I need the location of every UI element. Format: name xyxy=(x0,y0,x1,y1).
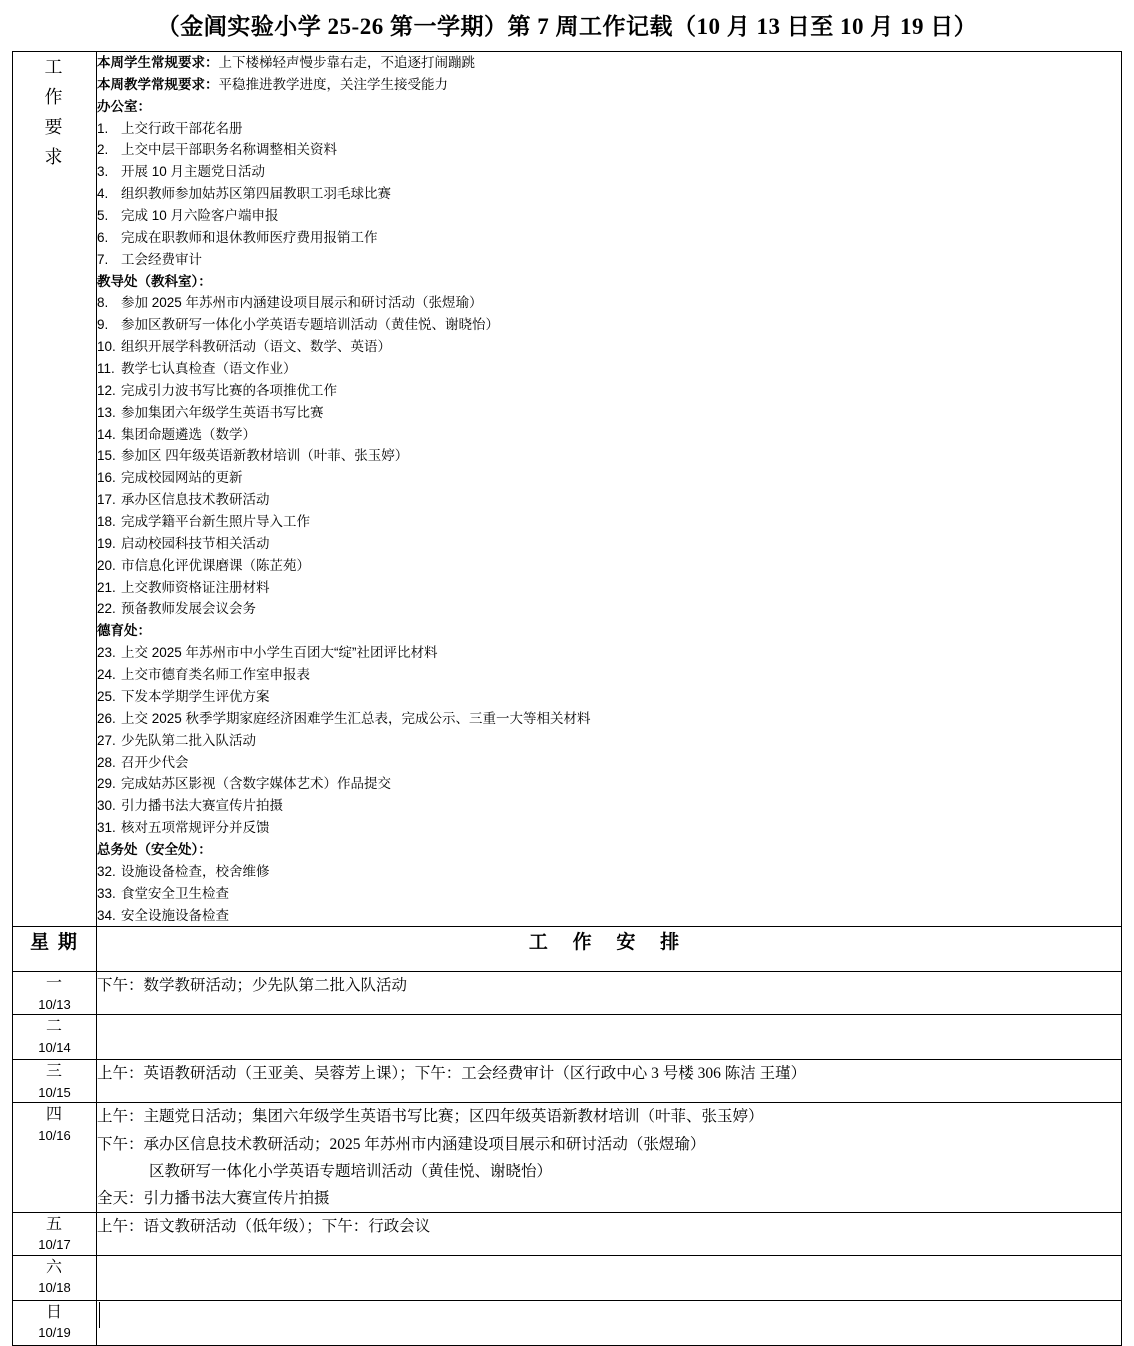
requirement-line xyxy=(97,161,1121,183)
requirement-number: 3. xyxy=(97,164,109,180)
requirement-number: 1. xyxy=(97,120,109,136)
requirements-row xyxy=(13,52,1122,927)
requirement-line xyxy=(97,314,1121,336)
requirement-line xyxy=(97,708,1121,730)
requirement-number: 12. xyxy=(97,382,116,398)
requirement-line xyxy=(97,752,1121,774)
requirement-text: 启动校园科技节相关活动 xyxy=(121,535,270,551)
requirement-text: 参加区教研写一体化小学英语专题培训活动（黄佳悦、谢晓怡） xyxy=(121,317,499,333)
schedule-day-label xyxy=(13,1060,97,1103)
requirement-heading: 本周学生常规要求： xyxy=(97,55,219,70)
schedule-plan-line: 上午：主题党日活动；集团六年级学生英语书写比赛；区四年级英语新教材培训（叶菲、张玉婷） xyxy=(97,1108,764,1126)
requirement-number: 6. xyxy=(97,229,109,245)
requirement-heading: 本周教学常规要求： xyxy=(97,76,219,92)
weekday-name: 六 xyxy=(45,1258,63,1276)
requirement-line xyxy=(97,664,1121,686)
requirement-text: 完成姑苏区影视（含数字媒体艺术）作品提交 xyxy=(121,776,391,792)
requirement-line xyxy=(97,817,1121,839)
requirement-line xyxy=(97,139,1121,161)
requirement-text: 集团命题遴选（数学） xyxy=(121,426,256,442)
requirement-number: 28. xyxy=(97,754,116,770)
schedule-plan-line: 全天：引力播书法大赛宣传片拍摄 xyxy=(97,1189,330,1207)
requirement-number: 10. xyxy=(97,339,116,355)
requirement-text: 开展 10 月主题党日活动 xyxy=(121,164,266,180)
requirement-line xyxy=(97,402,1121,424)
schedule-plan-header: 工 作 安 排 xyxy=(97,927,1122,972)
schedule-row xyxy=(13,972,1122,1015)
requirement-number: 4. xyxy=(97,186,109,202)
work-record-table xyxy=(12,51,1122,1346)
schedule-plan-line: 上午：语文教研活动（低年级）；下午：行政会议 xyxy=(97,1217,431,1235)
requirement-text: 参加 2025 年苏州市内涵建设项目展示和研讨活动（张煜瑜） xyxy=(121,295,483,311)
requirement-number: 7. xyxy=(97,251,109,267)
requirements-label-char-3: 要 xyxy=(44,117,65,137)
requirement-line xyxy=(97,489,1121,511)
requirement-heading: 教导处（教科室）： xyxy=(97,273,212,289)
schedule-plan-cell[interactable] xyxy=(97,1060,1122,1103)
requirement-text: 安全设施设备检查 xyxy=(121,907,229,923)
requirement-text: 组织教师参加姑苏区第四届教职工羽毛球比赛 xyxy=(121,186,391,202)
page-title: （金阊实验小学 25-26 第一学期）第 7 周工作记载（10 月 13 日至 10 月 19 日） xyxy=(156,14,978,39)
requirement-line xyxy=(97,861,1121,883)
requirement-line xyxy=(97,445,1121,467)
schedule-row xyxy=(13,1060,1122,1103)
schedule-row xyxy=(13,1103,1122,1213)
requirement-heading: 总务处（安全处）： xyxy=(97,841,212,857)
requirement-line xyxy=(97,533,1121,555)
requirement-text: 完成学籍平台新生照片导入工作 xyxy=(121,514,310,530)
requirement-line xyxy=(97,96,1121,118)
requirement-line xyxy=(97,883,1121,905)
schedule-plan-cell[interactable] xyxy=(97,1300,1122,1345)
requirement-line xyxy=(97,467,1121,489)
schedule-day-label xyxy=(13,972,97,1015)
requirement-number: 13. xyxy=(97,404,116,420)
schedule-plan-cell[interactable] xyxy=(97,972,1122,1015)
requirement-number: 18. xyxy=(97,514,116,530)
weekday-date: 10/16 xyxy=(38,1127,71,1143)
requirement-text: 平稳推进教学进度，关注学生接受能力 xyxy=(218,76,448,92)
requirement-line xyxy=(97,620,1121,642)
weekday-date: 10/13 xyxy=(38,996,71,1012)
text-cursor xyxy=(99,1302,100,1328)
requirement-number: 19. xyxy=(97,535,116,551)
requirement-number: 30. xyxy=(97,798,116,814)
weekday-date: 10/19 xyxy=(38,1325,71,1341)
requirement-line xyxy=(97,905,1121,927)
weekday-name: 五 xyxy=(45,1215,63,1233)
schedule-plan-cell[interactable] xyxy=(97,1103,1122,1213)
requirement-text: 上下楼梯轻声慢步靠右走，不追逐打闹蹦跳 xyxy=(218,55,475,70)
requirement-number: 14. xyxy=(97,426,116,442)
requirement-text: 完成引力波书写比赛的各项推优工作 xyxy=(121,382,337,398)
requirement-line xyxy=(97,577,1121,599)
requirement-line xyxy=(97,358,1121,380)
requirement-line xyxy=(97,511,1121,533)
requirement-line xyxy=(97,642,1121,664)
schedule-day-label xyxy=(13,1212,97,1255)
schedule-plan-cell[interactable] xyxy=(97,1015,1122,1060)
requirements-content xyxy=(97,52,1122,927)
requirement-number: 2. xyxy=(97,142,109,158)
requirement-number: 27. xyxy=(97,732,116,748)
requirement-text: 上交市德育类名师工作室申报表 xyxy=(121,667,310,683)
requirement-line xyxy=(97,183,1121,205)
requirements-list xyxy=(97,52,1121,926)
requirement-text: 参加集团六年级学生英语书写比赛 xyxy=(121,404,324,420)
requirement-text: 上交中层干部职务名称调整相关资料 xyxy=(121,142,337,158)
requirement-text: 召开少代会 xyxy=(121,754,189,770)
requirement-line xyxy=(97,52,1121,74)
requirement-number: 33. xyxy=(97,885,116,901)
requirement-line xyxy=(97,795,1121,817)
requirement-line xyxy=(97,380,1121,402)
requirement-line xyxy=(97,730,1121,752)
requirement-text: 下发本学期学生评优方案 xyxy=(121,688,270,704)
schedule-day-label xyxy=(13,1255,97,1300)
requirement-number: 22. xyxy=(97,601,116,617)
schedule-plan-line: 上午：英语教研活动（王亚美、吴蓉芳上课）；下午：工会经费审计（区行政中心 3 号楼 306 陈洁 王瑾） xyxy=(97,1065,807,1083)
requirement-line xyxy=(97,249,1121,271)
schedule-day-label xyxy=(13,1015,97,1060)
requirement-number: 8. xyxy=(97,295,109,311)
requirement-line xyxy=(97,227,1121,249)
requirement-number: 25. xyxy=(97,688,116,704)
requirement-line xyxy=(97,839,1121,861)
requirement-number: 24. xyxy=(97,667,116,683)
requirement-line xyxy=(97,118,1121,140)
requirement-line xyxy=(97,686,1121,708)
requirement-number: 32. xyxy=(97,863,116,879)
requirement-number: 15. xyxy=(97,448,116,464)
requirement-heading: 办公室： xyxy=(97,98,151,114)
requirement-number: 34. xyxy=(97,907,116,923)
requirement-text: 上交行政干部花名册 xyxy=(121,120,243,136)
requirements-label-char-4: 求 xyxy=(44,147,65,167)
requirement-text: 设施设备检查，校舍维修 xyxy=(121,863,270,879)
requirements-label-char-2: 作 xyxy=(44,87,65,107)
schedule-plan-line: 下午：承办区信息技术教研活动；2025 年苏州市内涵建设项目展示和研讨活动（张煜瑜） xyxy=(97,1135,706,1153)
requirement-number: 16. xyxy=(97,470,116,486)
requirement-text: 核对五项常规评分并反馈 xyxy=(121,820,270,836)
requirement-line xyxy=(97,773,1121,795)
requirement-text: 承办区信息技术教研活动 xyxy=(121,492,270,508)
requirement-text: 工会经费审计 xyxy=(121,251,202,267)
requirement-number: 23. xyxy=(97,645,116,661)
schedule-plan-cell[interactable] xyxy=(97,1255,1122,1300)
requirement-text: 上交 2025 秋季学期家庭经济困难学生汇总表，完成公示、三重一大等相关材料 xyxy=(121,710,591,726)
requirement-number: 17. xyxy=(97,492,116,508)
schedule-row xyxy=(13,1255,1122,1300)
weekday-date: 10/18 xyxy=(38,1280,71,1296)
requirement-text: 少先队第二批入队活动 xyxy=(121,732,256,748)
requirement-text: 预备教师发展会议会务 xyxy=(121,601,256,617)
weekday-date: 10/17 xyxy=(38,1237,71,1253)
requirement-text: 参加区 四年级英语新教材培训（叶菲、张玉婷） xyxy=(121,448,409,464)
requirement-text: 上交 2025 年苏州市中小学生百团大“绽”社团评比材料 xyxy=(121,645,438,661)
requirement-text: 引力播书法大赛宣传片拍摄 xyxy=(121,798,283,814)
weekday-name: 三 xyxy=(45,1063,63,1081)
requirement-text: 完成 10 月六险客户端申报 xyxy=(121,208,279,224)
requirement-number: 20. xyxy=(97,557,116,573)
requirement-number: 11. xyxy=(97,361,115,377)
requirement-line xyxy=(97,424,1121,446)
weekday-name: 二 xyxy=(45,1018,63,1036)
weekday-name: 一 xyxy=(45,975,63,993)
schedule-day-label xyxy=(13,1103,97,1213)
requirement-text: 完成在职教师和退休教师医疗费用报销工作 xyxy=(121,229,378,245)
requirement-text: 完成校园网站的更新 xyxy=(121,470,243,486)
schedule-row xyxy=(13,1300,1122,1345)
requirement-line xyxy=(97,336,1121,358)
schedule-plan-line: 下午：数学教研活动；少先队第二批入队活动 xyxy=(97,977,408,995)
requirements-row-label xyxy=(13,52,97,927)
schedule-header-row xyxy=(13,927,1122,972)
weekday-date: 10/14 xyxy=(38,1039,71,1055)
schedule-row xyxy=(13,1212,1122,1255)
requirements-label-char-1: 工 xyxy=(44,57,65,77)
requirement-text: 食堂安全卫生检查 xyxy=(121,885,229,901)
schedule-day-label xyxy=(13,1300,97,1345)
requirement-number: 5. xyxy=(97,208,109,224)
schedule-plan-cell[interactable] xyxy=(97,1212,1122,1255)
requirement-number: 26. xyxy=(97,710,116,726)
schedule-row xyxy=(13,1015,1122,1060)
requirement-text: 市信息化评优课磨课（陈芷苑） xyxy=(121,557,310,573)
requirement-number: 29. xyxy=(97,776,116,792)
requirement-line xyxy=(97,271,1121,293)
requirement-heading: 德育处： xyxy=(97,623,151,639)
weekday-name: 四 xyxy=(45,1106,63,1124)
requirement-number: 9. xyxy=(97,317,109,333)
weekday-name: 日 xyxy=(45,1303,63,1321)
weekday-date: 10/15 xyxy=(38,1084,71,1100)
requirement-text: 教学七认真检查（语文作业） xyxy=(121,361,297,377)
requirement-line xyxy=(97,555,1121,577)
requirement-number: 31. xyxy=(97,820,116,836)
requirement-line xyxy=(97,598,1121,620)
requirement-line xyxy=(97,292,1121,314)
schedule-plan-line: 区教研写一体化小学英语专题培训活动（黄佳悦、谢晓怡） xyxy=(149,1162,553,1180)
requirement-text: 上交教师资格证注册材料 xyxy=(121,579,270,595)
requirement-number: 21. xyxy=(97,579,116,595)
requirement-text: 组织开展学科教研活动（语文、数学、英语） xyxy=(121,339,391,355)
requirement-line xyxy=(97,74,1121,96)
requirement-line xyxy=(97,205,1121,227)
schedule-weekday-header: 星 期 xyxy=(13,927,97,972)
